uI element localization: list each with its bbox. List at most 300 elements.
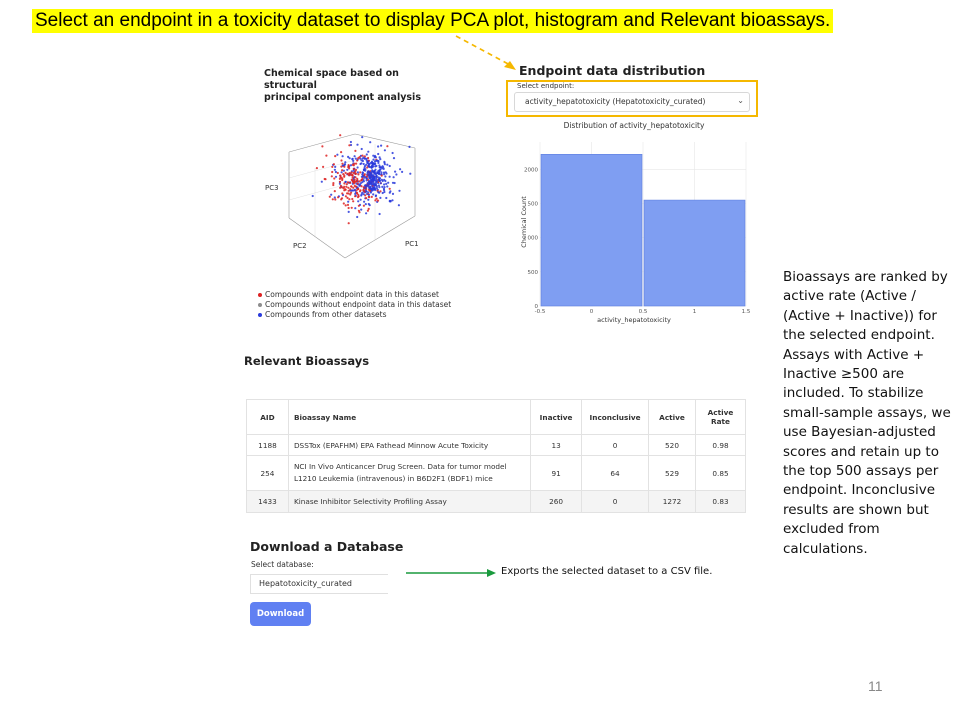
page-number: 11 [868, 678, 883, 694]
pca-point [375, 195, 377, 197]
pca-point [371, 169, 373, 171]
pca-point [398, 204, 400, 206]
pca-point [365, 212, 367, 214]
pca-point [332, 184, 334, 186]
pca-points [312, 134, 412, 224]
pca-point [355, 173, 357, 175]
pca-point [331, 171, 333, 173]
pca-point [379, 213, 381, 215]
column-header-inactive[interactable]: Inactive [531, 400, 582, 435]
column-header-bioassay-name[interactable]: Bioassay Name [288, 400, 530, 435]
pca-point [392, 182, 394, 184]
pca-point [352, 187, 354, 189]
pca-point [341, 169, 343, 171]
pca-point [378, 186, 380, 188]
pca-point [333, 163, 335, 165]
pca-point [384, 149, 386, 151]
pca-point [334, 155, 336, 157]
pca-point [349, 182, 351, 184]
pca-point [363, 163, 365, 165]
legend-label: Compounds without endpoint data in this dataset [265, 300, 452, 309]
cell-active-rate: 0.98 [695, 435, 745, 456]
pca-point [374, 179, 376, 181]
legend-label: Compounds with endpoint data in this dataset [265, 290, 439, 299]
pca-point [379, 190, 381, 192]
pca-point [325, 155, 327, 157]
pca-point [349, 193, 351, 195]
pca-title [264, 68, 454, 104]
pca-point [375, 160, 377, 162]
pca-point [350, 141, 352, 143]
pca-point [377, 162, 379, 164]
pca-point [347, 201, 349, 203]
pca-point [368, 175, 370, 177]
pca-point [377, 191, 379, 193]
pca-point [386, 185, 388, 187]
pca-point [316, 167, 318, 169]
y-tick-label: 2000 [524, 167, 538, 174]
cell-active: 1272 [649, 491, 696, 513]
pca-point [363, 189, 365, 191]
pca-point [375, 173, 377, 175]
pca-point [332, 198, 334, 200]
pca-point [324, 178, 326, 180]
pca-point [385, 172, 387, 174]
pca-point [363, 201, 365, 203]
pca-point [371, 196, 373, 198]
pca-point [362, 160, 364, 162]
endpoint-select-label: Select endpoint: [517, 82, 575, 90]
pca-point [349, 173, 351, 175]
pca-point [357, 173, 359, 175]
pca-point [351, 179, 353, 181]
pca-point [369, 186, 371, 188]
pca-point [352, 177, 354, 179]
cell-active: 529 [649, 456, 696, 491]
pca-point [392, 193, 394, 195]
pca-point [378, 164, 380, 166]
pca-point [357, 196, 359, 198]
pca-point [335, 176, 337, 178]
pca-point [344, 161, 346, 163]
green-arrow [404, 566, 498, 580]
histogram-x-ticks [535, 309, 751, 315]
pca-point [381, 175, 383, 177]
pca-point [361, 148, 363, 150]
pca-point [379, 177, 381, 179]
pca-point [366, 161, 368, 163]
pca-point [348, 211, 350, 213]
pca-point [392, 152, 394, 154]
pca-point [346, 169, 348, 171]
pca-point [369, 141, 371, 143]
pca-point [363, 191, 365, 193]
pca-point [345, 204, 347, 206]
pca-point [371, 167, 373, 169]
pca-point [332, 182, 334, 184]
pca-point [337, 172, 339, 174]
cell-inconclusive: 64 [582, 456, 649, 491]
pca-point [368, 196, 370, 198]
pca-point [330, 194, 332, 196]
cell-inactive: 13 [531, 435, 582, 456]
pca-point [380, 171, 382, 173]
pca-point [360, 162, 362, 164]
cell-inconclusive: 0 [582, 491, 649, 513]
pca-point [356, 178, 358, 180]
pca-point [321, 181, 323, 183]
pca-point [364, 187, 366, 189]
pca-point [354, 155, 356, 157]
pca-point [359, 171, 361, 173]
legend-item-with-endpoint [258, 290, 451, 299]
pca-point [340, 198, 342, 200]
pca-point [345, 186, 347, 188]
legend-label: Compounds from other datasets [265, 310, 387, 319]
pca-point [367, 182, 369, 184]
pca-point [361, 155, 363, 157]
cell-bioassay-name: Kinase Inhibitor Selectivity Profiling Assay [288, 491, 530, 513]
pca-point [339, 187, 341, 189]
pca-point [341, 171, 343, 173]
pca-point [361, 136, 363, 138]
pca-point [354, 170, 356, 172]
pca-axis-label-pc1: PC1 [405, 240, 419, 248]
endpoint-select[interactable] [514, 92, 750, 112]
pca-point [374, 169, 376, 171]
pca-point [352, 200, 354, 202]
pca-point [356, 216, 358, 218]
column-header-active-rate[interactable]: Active Rate [695, 400, 745, 435]
table-header-row [247, 400, 746, 435]
table-row[interactable] [247, 456, 746, 491]
x-tick-label: 1.5 [741, 309, 751, 315]
pca-3d-plot[interactable] [255, 108, 450, 284]
pca-point [374, 165, 376, 167]
relevant-bioassays-title: Relevant Bioassays [244, 354, 370, 368]
histogram-ylabel: Chemical Count [520, 196, 528, 248]
pca-point [383, 179, 385, 181]
pca-point [362, 175, 364, 177]
pca-point [360, 185, 362, 187]
pca-point [371, 182, 373, 184]
pca-point [356, 144, 358, 146]
pca-point [393, 176, 395, 178]
x-tick-label: 1 [692, 309, 697, 315]
pca-point [348, 222, 350, 224]
pca-point [335, 171, 337, 173]
pca-point [357, 194, 359, 196]
pca-point [371, 180, 373, 182]
pca-point [356, 159, 358, 161]
pca-point [357, 166, 359, 168]
cell-aid: 1188 [247, 435, 289, 456]
pca-point [389, 200, 391, 202]
column-header-aid[interactable]: AID [247, 400, 289, 435]
pca-point [382, 192, 384, 194]
pca-point [360, 209, 362, 211]
pca-point [355, 163, 357, 165]
pca-point [340, 151, 342, 153]
pca-point [371, 161, 373, 163]
pca-point [391, 199, 393, 201]
histogram-bar[interactable] [541, 154, 642, 306]
cell-aid: 1433 [247, 491, 289, 513]
pca-point [369, 204, 371, 206]
pca-point [350, 171, 352, 173]
pca-point [347, 187, 349, 189]
pca-point [366, 158, 368, 160]
histogram-title: Distribution of activity_hepatotoxicity [563, 121, 705, 130]
pca-point [368, 208, 370, 210]
cell-bioassay-name: DSSTox (EPAFHM) EPA Fathead Minnow Acute Toxicity [288, 435, 530, 456]
pca-point [394, 171, 396, 173]
pca-axis-label-pc2: PC2 [293, 242, 307, 250]
histogram-chart [506, 118, 756, 326]
pca-point [350, 186, 352, 188]
pca-point [401, 171, 403, 173]
histogram-xlabel: activity_hepatotoxicity [597, 316, 671, 324]
pca-point [375, 156, 377, 158]
pca-point [379, 158, 381, 160]
pca-point [374, 189, 376, 191]
y-tick-label: 000 [527, 235, 538, 242]
pca-point [312, 195, 314, 197]
pca-point [389, 188, 391, 190]
pca-title-line2: principal component analysis [264, 92, 421, 103]
pca-point [408, 146, 410, 148]
pca-point [377, 172, 379, 174]
pca-point [367, 185, 369, 187]
pca-point [331, 175, 333, 177]
pca-point [372, 159, 374, 161]
pca-point [409, 173, 411, 175]
pca-point [389, 192, 391, 194]
pca-point [353, 168, 355, 170]
pca-point [357, 200, 359, 202]
pca-point [343, 166, 345, 168]
pca-point [341, 186, 343, 188]
pca-point [389, 176, 391, 178]
pca-point [341, 192, 343, 194]
pca-point [385, 183, 387, 185]
legend-dot-red [258, 293, 262, 297]
pca-point [336, 154, 338, 156]
pca-point [343, 202, 345, 204]
pca-point [339, 183, 341, 185]
pca-point [372, 193, 374, 195]
pca-point [348, 164, 350, 166]
pca-point [341, 163, 343, 165]
pca-point [357, 171, 359, 173]
pca-point [333, 177, 335, 179]
bioassay-table [246, 399, 746, 513]
pca-point [379, 197, 381, 199]
pca-point [331, 166, 333, 168]
pca-point [348, 207, 350, 209]
pca-point [321, 145, 323, 147]
pca-point [364, 155, 366, 157]
pca-point [367, 199, 369, 201]
database-select-label: Select database: [251, 560, 314, 569]
pca-point [329, 196, 331, 198]
pca-point [398, 190, 400, 192]
pca-point [386, 145, 388, 147]
cell-active-rate: 0.83 [695, 491, 745, 513]
pca-point [343, 174, 345, 176]
table-row[interactable] [247, 491, 746, 513]
pca-point [349, 188, 351, 190]
pca-point [387, 182, 389, 184]
pca-point [363, 180, 365, 182]
pca-point [365, 164, 367, 166]
pca-point [365, 203, 367, 205]
chevron-down-icon: ⌄ [737, 96, 744, 105]
pca-point [352, 174, 354, 176]
pca-point [370, 175, 372, 177]
pca-point [384, 175, 386, 177]
legend-dot-blue [258, 313, 262, 317]
endpoint-distribution-title: Endpoint data distribution [519, 63, 706, 78]
pca-point [322, 166, 324, 168]
pca-axis-label-pc3: PC3 [265, 184, 279, 192]
pca-point [377, 145, 379, 147]
pca-point [345, 172, 347, 174]
pca-point [376, 198, 378, 200]
pca-point [375, 175, 377, 177]
x-tick-label: -0.5 [534, 309, 546, 315]
pca-point [393, 157, 395, 159]
pca-point [381, 186, 383, 188]
pca-point [358, 211, 360, 213]
pca-point [343, 189, 345, 191]
pca-point [341, 179, 343, 181]
pca-point [348, 144, 350, 146]
export-note: Exports the selected dataset to a CSV file. [501, 566, 713, 577]
pca-point [380, 145, 382, 147]
pca-axes [289, 134, 415, 258]
pca-point [334, 166, 336, 168]
instruction-banner: Select an endpoint in a toxicity dataset to display PCA plot, histogram and Relevant bioassays. [32, 9, 833, 33]
pca-point [347, 181, 349, 183]
y-tick-label: 500 [527, 269, 538, 276]
column-header-inconclusive[interactable]: Inconclusive [582, 400, 649, 435]
pca-point [386, 164, 388, 166]
pca-point [362, 172, 364, 174]
pca-point [353, 172, 355, 174]
pca-point [381, 167, 383, 169]
database-select-value: Hepatotoxicity_curated [259, 579, 352, 588]
pca-point [360, 194, 362, 196]
pca-point [352, 158, 354, 160]
pca-point [340, 166, 342, 168]
pca-point [380, 182, 382, 184]
cell-inactive: 260 [531, 491, 582, 513]
pca-point [341, 177, 343, 179]
pca-point [345, 195, 347, 197]
x-tick-label: 0.5 [638, 309, 648, 315]
legend-item-other-datasets [258, 310, 451, 319]
pca-point [372, 186, 374, 188]
pca-point [368, 194, 370, 196]
pca-point [377, 200, 379, 202]
pca-point [343, 182, 345, 184]
bioassay-ranking-note: Bioassays are ranked by active rate (Active / (Active + Inactive)) for the selected endpoint. Assays with Active + Inactive ≥500 are included. To stabilize small-sample assays, we use Bayesian-adjusted scores and retain up to the top 500 assays per endpoint. Inconclusive results are shown but excluded from calculations. [783, 269, 951, 557]
pca-point [347, 204, 349, 206]
pca-point [334, 190, 336, 192]
y-tick-label: 0 [534, 304, 538, 310]
pca-point [339, 134, 341, 136]
pca-point [384, 163, 386, 165]
pca-point [354, 185, 356, 187]
pca-point [334, 169, 336, 171]
pca-point [340, 159, 342, 161]
pca-point [353, 182, 355, 184]
pca-point [352, 160, 354, 162]
x-tick-label: 0 [589, 309, 594, 315]
pca-point [348, 190, 350, 192]
legend-dot-gray [258, 303, 262, 307]
pca-point [364, 185, 366, 187]
pca-legend [258, 290, 451, 319]
pca-point [357, 157, 359, 159]
pca-point [349, 157, 351, 159]
pca-point [351, 198, 353, 200]
pca-point [366, 153, 368, 155]
table-row[interactable] [247, 435, 746, 456]
pca-point [360, 199, 362, 201]
pca-point [357, 188, 359, 190]
pca-point [359, 180, 361, 182]
pca-point [354, 150, 356, 152]
pca-point [395, 173, 397, 175]
database-select[interactable] [250, 574, 388, 594]
pca-point [363, 205, 365, 207]
pca-point [379, 169, 381, 171]
pca-point [367, 165, 369, 167]
pca-point [377, 153, 379, 155]
pca-point [365, 197, 367, 199]
cell-aid: 254 [247, 456, 289, 491]
pca-point [348, 198, 350, 200]
download-button[interactable]: Download [250, 602, 311, 626]
column-header-active[interactable]: Active [649, 400, 696, 435]
pca-point [363, 169, 365, 171]
pca-point [339, 181, 341, 183]
pca-point [359, 190, 361, 192]
pca-point [354, 176, 356, 178]
pca-point [389, 165, 391, 167]
pca-point [373, 177, 375, 179]
endpoint-select-value: activity_hepatotoxicity (Hepatotoxicity_curated) [525, 97, 706, 106]
pca-point [346, 183, 348, 185]
y-tick-label: 500 [527, 201, 538, 208]
pca-point [358, 183, 360, 185]
pca-point [383, 161, 385, 163]
pca-point [346, 197, 348, 199]
cell-active-rate: 0.85 [695, 456, 745, 491]
pca-point [372, 155, 374, 157]
pca-point [339, 175, 341, 177]
pca-point [368, 171, 370, 173]
pca-point [351, 207, 353, 209]
pca-point [337, 196, 339, 198]
download-title: Download a Database [250, 539, 404, 554]
pca-point [358, 205, 360, 207]
pca-point [348, 167, 350, 169]
histogram-bar[interactable] [644, 200, 745, 306]
cell-bioassay-name: NCI In Vivo Anticancer Drug Screen. Data for tumor model L1210 Leukemia (intravenous) in B6D2F1 (BDF1) mice [288, 456, 530, 491]
